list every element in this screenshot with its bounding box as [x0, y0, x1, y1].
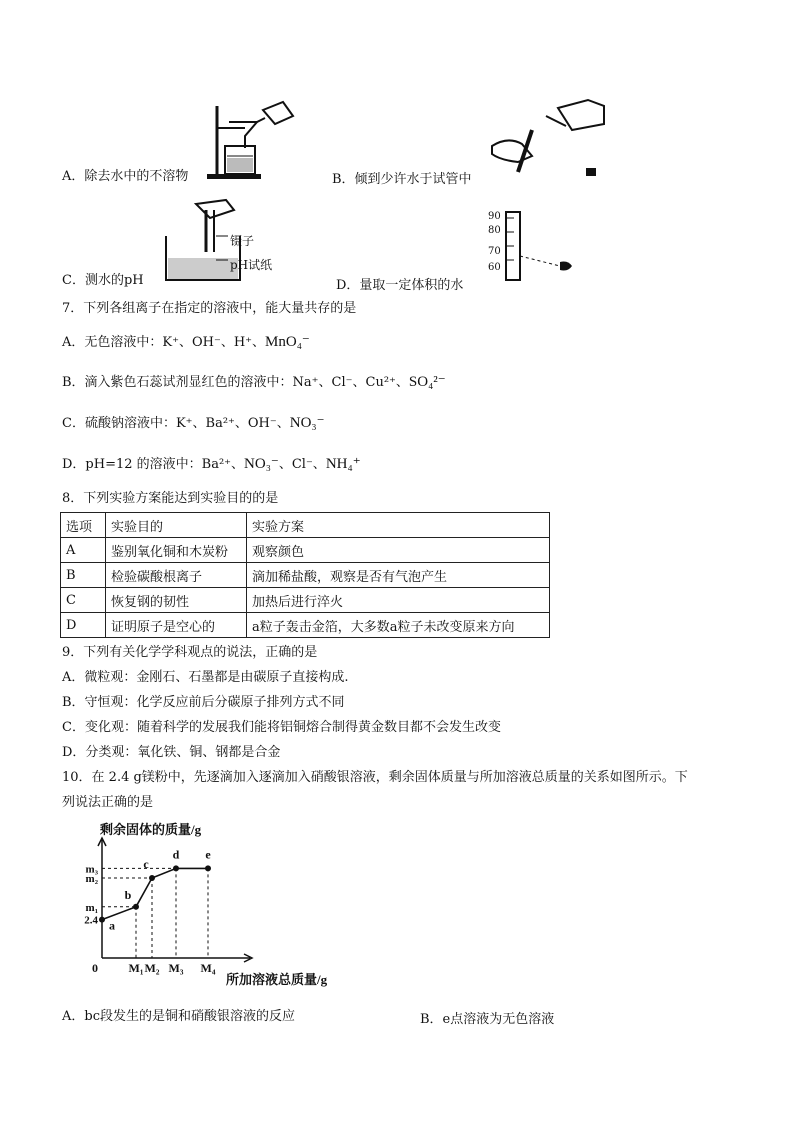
q9-option-a: A．微粒观：金刚石、石墨都是由碳原子直接构成.: [62, 670, 349, 685]
q7-d-ion2: NH₄⁺: [325, 456, 361, 472]
table-row: [61, 563, 550, 588]
scale-90: 90: [488, 211, 501, 222]
table-row: [61, 538, 550, 563]
table-cell: 恢复钢的韧性: [106, 588, 247, 613]
table-cell: 加热后进行淬火: [247, 588, 550, 613]
q7-option-b: [62, 373, 446, 392]
series-line: [102, 868, 208, 919]
x-tick-label: M₄: [200, 961, 216, 975]
x-tick-label: M₂: [144, 961, 160, 975]
q7-option-c: [62, 414, 325, 433]
x-tick-label: 0: [92, 961, 98, 975]
table-row: [61, 588, 550, 613]
q10-option-a: A．bc段发生的是铜和硝酸银溶液的反应: [62, 1009, 295, 1024]
q7-c-text: C．硫酸钠溶液中：K⁺、Ba²⁺、OH⁻、: [62, 416, 290, 431]
q6-option-d: D．量取一定体积的水: [336, 278, 464, 293]
table-header: 实验目的: [106, 513, 247, 538]
x-tick-label: M₃: [168, 961, 184, 975]
table-cell: 观察颜色: [247, 538, 550, 563]
q10-stem-line2: 列说法正确的是: [62, 795, 154, 810]
table-cell: 检验碳酸根离子: [106, 563, 247, 588]
table-cell: 滴加稀盐酸，观察是否有气泡产生: [247, 563, 550, 588]
q7-a-ion: MnO₄⁻: [265, 334, 310, 350]
q8-table: [60, 512, 550, 638]
table-cell: 鉴别氧化铜和木炭粉: [106, 538, 247, 563]
q7-d-mid: 、Cl⁻、: [278, 457, 326, 472]
scale-60: 60: [488, 262, 501, 273]
q7-a-text: A．无色溶液中：K⁺、OH⁻、H⁺、: [62, 335, 266, 350]
filtration-apparatus: [205, 100, 305, 182]
table-header: 实验方案: [247, 513, 550, 538]
data-point: [133, 904, 139, 910]
data-point: [205, 865, 211, 871]
point-label: e: [205, 847, 211, 862]
q7-b-ion: SO₄²⁻: [408, 374, 446, 390]
table-cell: C: [61, 588, 106, 613]
table-header: 选项: [61, 513, 106, 538]
point-label: d: [172, 847, 180, 862]
q9-option-c: C．变化观：随着科学的发展我们能将铝铜熔合制得黄金数目都不会发生改变: [62, 720, 501, 735]
q6-option-b: B．倾到少许水于试管中: [332, 172, 472, 187]
table-cell: B: [61, 563, 106, 588]
data-point: [149, 875, 155, 881]
q7-option-a: [62, 333, 310, 352]
table-cell: A: [61, 538, 106, 563]
q7-b-text: B．滴入紫色石蕊试剂显红色的溶液中：Na⁺、Cl⁻、Cu²⁺、: [62, 375, 409, 390]
table-cell: D: [61, 613, 106, 638]
tweezers-label: 镊子: [230, 234, 255, 248]
q6-option-a: A．除去水中的不溶物: [62, 169, 189, 184]
q7-d-ion1: NO₃⁻: [244, 456, 279, 472]
y-tick-label: m₁: [85, 901, 98, 914]
pouring-test-tube-figure: [488, 96, 608, 182]
mass-chart: [70, 822, 370, 998]
q9-option-b: B．守恒观：化学反应前后分碳原子排列方式不同: [62, 695, 345, 710]
q10-stem-line1: 10．在 2.4 g镁粉中，先逐滴加入逐滴加入硝酸银溶液，剩余固体质量与所加溶液总质量的关系如图所示。下: [62, 770, 688, 785]
graduated-cylinder-figure: [484, 210, 584, 282]
x-axis-label: 所加溶液总质量/g: [226, 972, 328, 987]
scale-70: 70: [488, 246, 501, 257]
q10-option-b: B．e点溶液为无色溶液: [420, 1012, 555, 1027]
q7-option-d: [62, 455, 361, 474]
x-tick-label: M₁: [128, 961, 144, 975]
q9-stem: 9．下列有关化学学科观点的说法，正确的是: [62, 645, 318, 660]
q6-option-c: C．测水的pH: [62, 273, 144, 288]
y-tick-label: m₃: [85, 863, 98, 876]
table-cell: a粒子轰击金箔，大多数a粒子未改变原来方向: [247, 613, 550, 638]
q9-option-d: D．分类观：氧化铁、铜、钢都是合金: [62, 745, 281, 760]
y-tick-label: m₂: [85, 873, 98, 885]
point-label: a: [109, 918, 115, 933]
ph-paper-label: pH试纸: [230, 258, 273, 272]
y-axis-label: 剩余固体的质量/g: [100, 822, 202, 837]
q7-stem: 7．下列各组离子在指定的溶液中，能大量共存的是: [62, 301, 357, 316]
ph-test-figure: [160, 196, 310, 286]
table-header-row: [61, 513, 550, 538]
point-label: b: [124, 887, 132, 902]
point-label: c: [143, 857, 149, 871]
table-cell: 证明原子是空心的: [106, 613, 247, 638]
q8-stem: 8．下列实验方案能达到实验目的的是: [62, 491, 279, 506]
scale-80: 80: [488, 225, 501, 236]
q7-d-text: D．pH=12 的溶液中：Ba²⁺、: [62, 457, 245, 472]
table-row: [61, 613, 550, 638]
q7-c-ion: NO₃⁻: [289, 415, 325, 431]
data-point: [99, 917, 105, 923]
data-point: [173, 865, 179, 871]
y-tick-label: 2.4: [84, 914, 98, 927]
